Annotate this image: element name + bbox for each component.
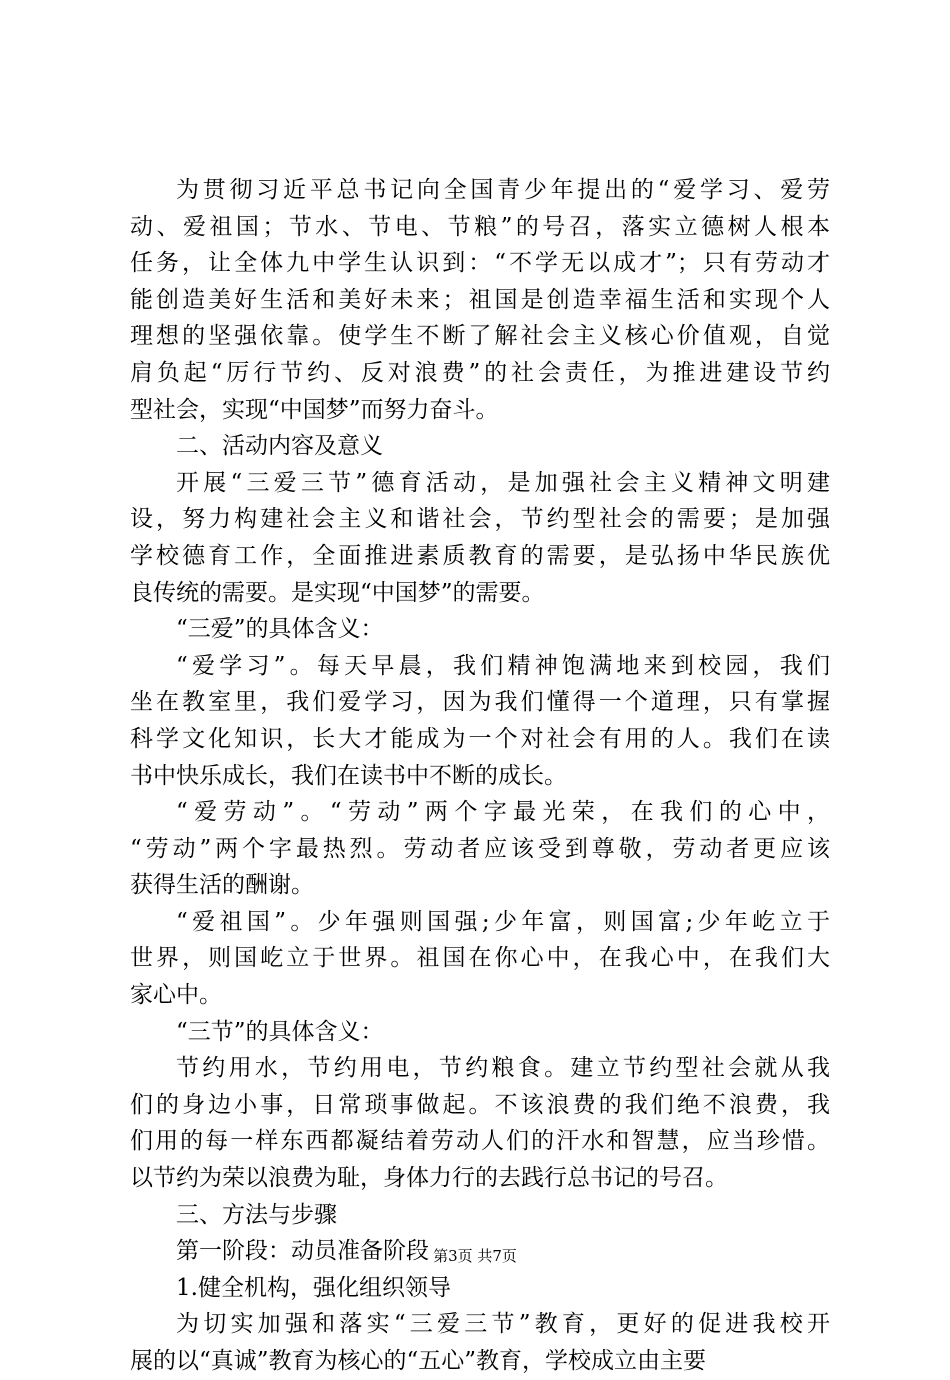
paragraph (130, 465, 830, 611)
text-line: 动、爱祖国；节水、节电、节粮”的号召，落实立德树人根本 (130, 213, 830, 240)
paragraph (130, 1197, 830, 1234)
text-line: 坐在教室里，我们爱学习，因为我们懂得一个道理，只有掌握 (130, 689, 830, 716)
text-line: 开展“三爱三节”德育活动，是加强社会主义精神文明建 (176, 469, 830, 496)
text-line: 能创造美好生活和美好未来；祖国是创造幸福生活和实现个人 (130, 286, 830, 313)
text-line: 任务，让全体九中学生认识到：“不学无以成才”；只有劳动才 (130, 250, 830, 277)
page-footer: 第3页 共7页 (433, 1247, 517, 1265)
text-line: 理想的坚强依靠。使学生不断了解社会主义核心价值观，自觉 (130, 323, 830, 350)
text-line: 肩负起“厉行节约、反对浪费”的社会责任，为推进建设节约 (130, 359, 830, 386)
text-line: “三爱”的具体含义： (176, 616, 384, 643)
text-line: 学校德育工作，全面推进素质教育的需要，是弘扬中华民族优 (130, 542, 830, 569)
text-line: 型社会，实现“中国梦”而努力奋斗。 (130, 396, 499, 423)
paragraph (130, 1270, 830, 1307)
text-line: 书中快乐成长，我们在读书中不断的成长。 (130, 762, 567, 789)
document-body (130, 172, 830, 1380)
text-line: “三节”的具体含义： (176, 1018, 384, 1045)
paragraph (130, 794, 830, 904)
paragraph (130, 1306, 830, 1379)
text-line: “爱劳动”。“劳动”两个字最光荣，在我们的心中， (176, 799, 830, 826)
paragraph (130, 648, 830, 794)
text-line: 世界，则国屹立于世界。祖国在你心中，在我心中，在我们大 (130, 945, 830, 972)
text-line: 展的以“真诚”教育为核心的“五心”教育，学校成立由主要 (130, 1348, 707, 1374)
paragraph (130, 172, 830, 428)
text-line: 第一阶段：动员准备阶段 (176, 1238, 429, 1265)
text-line: 家心中。 (130, 982, 222, 1009)
text-line: “劳动”两个字最热烈。劳动者应该受到尊敬，劳动者更应该 (130, 835, 830, 862)
text-line: “爱祖国”。少年强则国强;少年富，则国富;少年屹立于 (176, 908, 830, 935)
text-line: 二、活动内容及意义 (176, 433, 383, 460)
text-line: 科学文化知识，长大才能成为一个对社会有用的人。我们在读 (130, 725, 830, 752)
text-line: 为贯彻习近平总书记向全国青少年提出的“爱学习、爱劳 (176, 177, 830, 203)
paragraph (130, 904, 830, 1014)
text-line: “爱学习”。每天早晨，我们精神饱满地来到校园，我们 (176, 652, 830, 679)
text-line: 为切实加强和落实“三爱三节”教育，更好的促进我校开 (176, 1311, 830, 1338)
text-line: 三、方法与步骤 (176, 1201, 337, 1228)
text-line: 们用的每一样东西都凝结着劳动人们的汗水和智慧，应当珍惜。 (130, 1128, 830, 1155)
text-line: 们的身边小事，日常琐事做起。不该浪费的我们绝不浪费，我 (130, 1091, 830, 1118)
text-line: 设，努力构建社会主义和谐社会，节约型社会的需要；是加强 (130, 506, 830, 533)
paragraph (130, 428, 830, 465)
paragraph (130, 1050, 830, 1196)
text-line: 获得生活的酬谢。 (130, 872, 314, 899)
text-line: 节约用水，节约用电，节约粮食。建立节约型社会就从我 (176, 1055, 830, 1082)
text-line: 1.健全机构，强化组织领导 (176, 1274, 451, 1301)
paragraph (130, 1014, 830, 1051)
text-line: 以节约为荣以浪费为耻，身体力行的去践行总书记的号召。 (130, 1165, 728, 1192)
text-line: 良传统的需要。是实现“中国梦”的需要。 (130, 579, 545, 606)
paragraph (130, 611, 830, 648)
